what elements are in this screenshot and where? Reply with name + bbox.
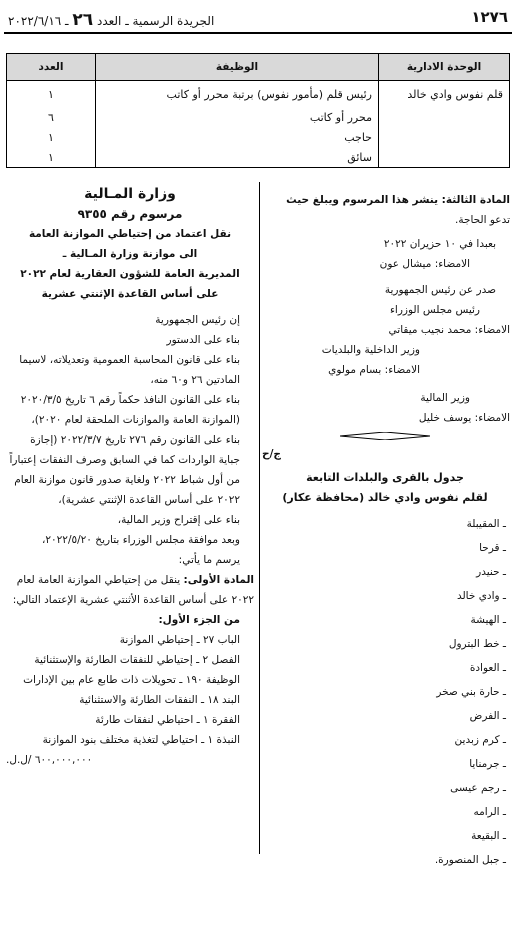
village-item: ـ المقيبلة xyxy=(466,518,506,530)
village-item: ـ كرم زبدين xyxy=(454,734,506,746)
budget-line-1: الباب ٢٧ ـ إحتياطي الموازنة xyxy=(119,634,240,646)
preamble-8: يرسم ما يأتي: xyxy=(178,554,240,566)
villages-subtitle: لقلم نفوس وادي خالد (محافظة عكار) xyxy=(282,491,488,504)
article-3: المادة الثالثة: ينشر هذا المرسوم ويبلغ حيث xyxy=(286,194,510,206)
preamble-1: إن رئيس الجمهورية xyxy=(155,314,240,326)
village-item: ـ رجم عيسى xyxy=(450,782,506,794)
decree-subject-4: على أساس القاعدة الإثنتي عشرية xyxy=(41,288,219,300)
sign-interior: الامضاء: بسام مولوي xyxy=(328,364,420,376)
village-item: ـ العوادة xyxy=(469,662,506,674)
article-1: المادة الأولى: ينقل من إحتياطي الموازنة العامة لعام ٢٠٢٢ على أساس القاعدة الأثنتي عشرية الإعتماد التالي: xyxy=(12,574,254,606)
issue-number: ٢٦ xyxy=(72,10,94,30)
article-3-cont: تدعو الحاجة. xyxy=(454,214,510,226)
table-row xyxy=(7,81,510,108)
village-item: ـ حنيدر xyxy=(476,566,506,578)
preamble-4: بناء على القانون النافذ حكماً رقم ٦ تاريخ ٢٠٢٠/٣/٥ (الموازنة العامة والموازنات الملحقة لعام ٢٠٢٠)، xyxy=(20,394,240,426)
job-cell: محرر أو كاتب xyxy=(96,107,379,127)
decree-number: مرسوم رقم ٩٣٥٥ xyxy=(77,207,183,221)
page-number: ١٢٧٦ xyxy=(471,8,508,26)
village-item: ـ خط البترول xyxy=(448,638,506,650)
amount: ٦٠٠,٠٠٠,٠٠٠ /ل.ل. xyxy=(6,754,93,766)
village-item: ـ الفرض xyxy=(469,710,506,722)
decree-subject-2: الى موازنة وزارة المـالية ـ xyxy=(62,248,198,260)
count-cell: ١ xyxy=(7,127,96,147)
decree-subject-1: نقل اعتماد من إحتياطي الموازنة العامة xyxy=(28,228,232,240)
interior-title: وزير الداخلية والبلديات xyxy=(321,344,420,356)
unit-cell: قلم نفوس وادي خالد xyxy=(379,81,510,108)
gazette-title xyxy=(8,10,214,30)
budget-line-2: الفصل ٢ ـ إحتياطي للنفقات الطارئة والإستثنائية xyxy=(34,654,240,666)
village-item: ـ البقيعة xyxy=(471,830,506,842)
count-cell: ١ xyxy=(7,147,96,168)
col-unit: الوحدة الادارية xyxy=(379,54,510,81)
header-rule xyxy=(4,32,512,34)
preamble-3: بناء على قانون المحاسبة العمومية وتعديلاته، لاسيما المادتين ٢٦ و٦٠ منه، xyxy=(19,354,240,386)
preamble-7: وبعد موافقة مجلس الوزراء بتاريخ ٢٠٢٢/٥/٢٠، xyxy=(42,534,240,546)
village-item: ـ حارة بني صخر xyxy=(436,686,506,698)
budget-line-5: الفقرة ١ ـ احتياطي لنفقات طارئة xyxy=(95,714,240,726)
villages-list xyxy=(260,512,510,872)
count-cell: ٦ xyxy=(7,107,96,127)
place-date: بعبدا في ١٠ حزيران ٢٠٢٢ xyxy=(383,238,496,250)
preamble-6: بناء على إقتراح وزير المالية، xyxy=(117,514,240,526)
left-column xyxy=(6,182,254,770)
ministry-title: وزارة المـالية xyxy=(84,186,176,202)
village-item: ـ وادي خالد xyxy=(456,590,506,602)
issued-by: صدر عن رئيس الجمهورية xyxy=(384,284,496,296)
job-cell: سائق xyxy=(96,147,379,168)
col-count: العدد xyxy=(7,54,96,81)
preamble-5: بناء على القانون رقم ٢٧٦ تاريخ ٢٠٢٢/٣/٧ (إجازة جباية الواردات كما في السابق وصرف النفقات إعتباراً من أول شباط ٢٠٢٢ ولغاية صدور قانون موازنة العام ٢٠٢٢ على أساس القاعدة الإثنتي عشرية)، xyxy=(9,434,240,506)
part-1-heading: من الجزء الأول: xyxy=(158,614,240,626)
villages-title: جدول بالقرى والبلدات التابعة xyxy=(306,471,464,484)
sign-finance: الامضاء: يوسف خليل xyxy=(418,412,510,424)
budget-line-6: النبذة ١ ـ احتياطي لتغذية مختلف بنود الموازنة xyxy=(42,734,240,746)
page-header xyxy=(6,8,510,28)
table-row xyxy=(7,107,510,127)
job-cell: حاجب xyxy=(96,127,379,147)
gazette-name: الجريدة الرسمية ـ العدد xyxy=(96,14,215,28)
decree-subject-3: المديرية العامة للشؤون العقارية لعام ٢٠٢٢ xyxy=(20,268,240,280)
staff-table xyxy=(6,53,510,168)
col-job: الوظيفة xyxy=(96,54,379,81)
right-column xyxy=(260,182,510,872)
village-item: ـ الرامه xyxy=(473,806,506,818)
job-cell: رئيس قلم (مأمور نفوس) برتبة محرر أو كاتب xyxy=(96,81,379,108)
sign-president: الامضاء: ميشال عون xyxy=(379,258,470,270)
budget-line-3: الوظيفة ١٩٠ ـ تحويلات ذات طابع عام بين الإدارات xyxy=(23,674,240,686)
budget-line-4: البند ١٨ ـ النفقات الطارئة والاستثنائية xyxy=(79,694,240,706)
village-item: ـ جرمنايا xyxy=(469,758,506,770)
finance-title: وزير المالية xyxy=(420,392,470,404)
preamble-2: بناء على الدستور xyxy=(166,334,240,346)
pm-title: رئيس مجلس الوزراء xyxy=(389,304,480,316)
reference-code: ج/ح xyxy=(262,448,281,460)
issue-date: ـ ٢٠٢٢/٦/١٦ xyxy=(8,14,69,28)
table-row xyxy=(7,127,510,147)
village-item: ـ جبل المنصورة. xyxy=(434,854,506,866)
table-row xyxy=(7,147,510,168)
village-item: ـ قرحا xyxy=(479,542,506,554)
sign-pm: الامضاء: محمد نجيب ميقاتي xyxy=(388,324,510,336)
village-item: ـ الهيشة xyxy=(470,614,506,626)
count-cell: ١ xyxy=(7,81,96,108)
divider-ornament xyxy=(340,432,430,440)
